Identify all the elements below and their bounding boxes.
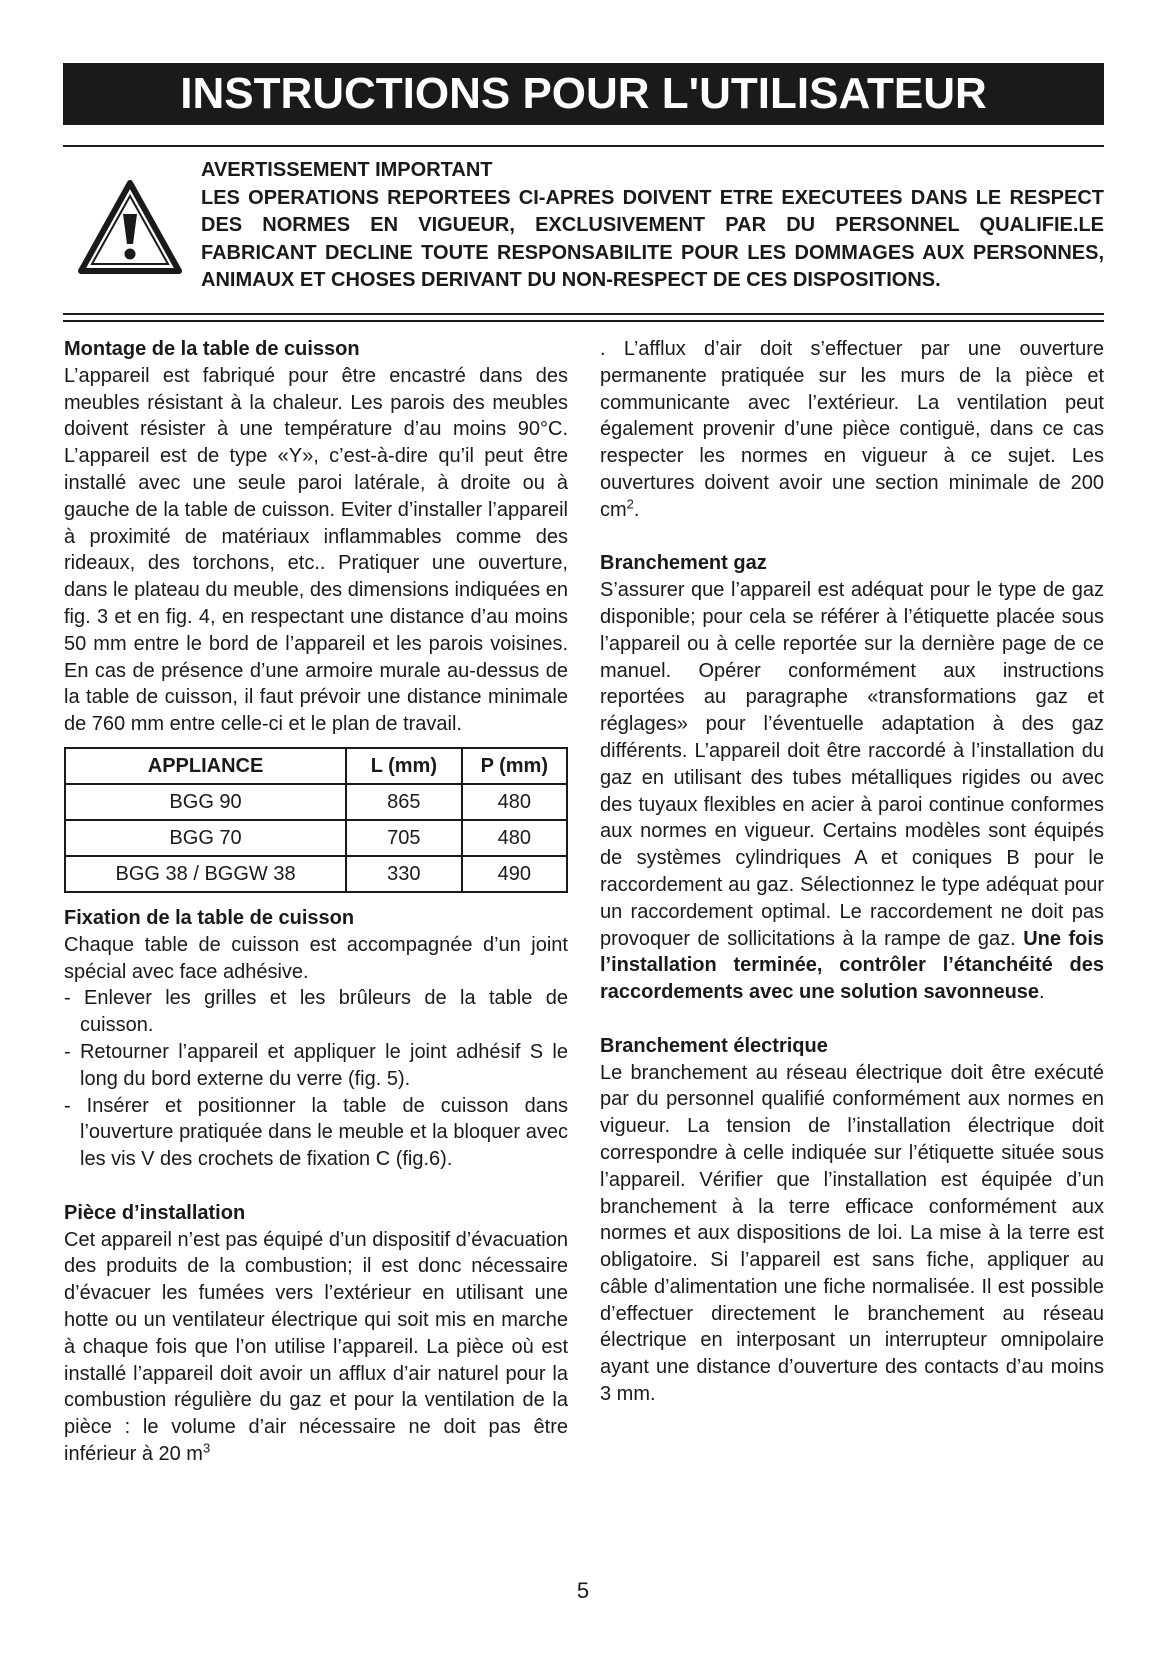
- list-item: - Insérer et positionner la table de cuisson dans l’ouverture pratiquée dans le meuble et la bloquer avec les vis V des crochets de fixation C (fig.6).: [64, 1094, 568, 1171]
- table-cell: 705: [346, 820, 461, 856]
- table-row: [65, 820, 567, 856]
- piece-heading: Pièce d’installation: [64, 1201, 246, 1224]
- warning-divider-bottom: [63, 320, 1104, 322]
- table-cell: BGG 38 / BGGW 38: [65, 856, 346, 892]
- list-item: - Enlever les grilles et les brûleurs de la table de cuisson.: [64, 987, 568, 1037]
- montage-text: L’appareil est fabriqué pour être encastré dans des meubles résistant à la chaleur. Les parois des meubles doivent résister à une température d’au moins 90°C. L’appareil est de type «Y», c’est-à-dire qu’il peut être installé avec une seule paroi latérale, à droite ou à gauche de la table de cuisson. Eviter d’installer l’appareil à proximité de matériaux inflammables comme des rideaux, des torchons, etc.. Pratiquer une ouverture, dans le plateau du meuble, des dimensions indiquées en fig. 3 et en fig. 4, en respectant une distance d’au moins 50 mm entre le bord de l’appareil et les parois voisines. En cas de présence d’une armoire murale au-dessus de la table de cuisson, il faut prévoir une distance minimale de 760 mm entre celle-ci et le plan de travail.: [64, 364, 568, 736]
- gaz-heading: Branchement gaz: [600, 552, 767, 575]
- piece-text-b: . L’afflux d’air doit s’effectuer par une ouverture permanente pratiquée sur les murs de la pièce et communicante avec l’extérieur. La ventilation peut également provenir d’une pièce contiguë, dans ce cas respecter les normes en vigueur à ce sujet. Les ouvertures doivent avoir une section minimale de 200 $cm^2$.: [600, 338, 1104, 521]
- page-title: INSTRUCTIONS POUR L'UTILISATEUR: [63, 63, 1104, 125]
- electrique-heading: Branchement électrique: [600, 1034, 828, 1057]
- table-header-depth: P (mm): [462, 748, 567, 784]
- left-column: [64, 336, 568, 1468]
- electrique-text: Le branchement au réseau électrique doit être exécuté par du personnel qualifié conformément aux normes en vigueur. La tension de l’installation électrique doit correspondre à celle indiquée sur l’étiquette située sous l’appareil. Vérifier que l’installation est équipée d’un branchement à la terre efficace conformément aux normes et aux dispositions de loi. La mise à la terre est obligatoire. Si l’appareil est sans fiche, appliquer au câble d’alimentation une fiche normalisée. Il est possible d’effectuer directement le branchement au réseau électrique en interposant un interrupteur omnipolaire ayant une distance d’ouverture des contacts d’au moins 3 mm.: [600, 1061, 1104, 1406]
- table-cell: 330: [346, 856, 461, 892]
- dimensions-table: [64, 747, 568, 893]
- warning-triangle-icon: [78, 180, 182, 274]
- gaz-bold-note: Une fois l’installation terminée, contrôler l’étanchéité des raccordements avec une solution savonneuse: [600, 927, 1104, 1004]
- table-header-appliance: APPLIANCE: [65, 748, 346, 784]
- gaz-text: S’assurer que l’appareil est adéquat pour le type de gaz disponible; pour cela se référer à l’étiquette placée sous l’appareil ou à celle reportée sur la dernière page de ce manuel. Opérer conformément aux instructions reportées au paragraphe «transformations gaz et réglages» pour l’éventuelle adaptation à des gaz différents. L’appareil doit être raccordé à l’installation du gaz en utilisant des tubes métalliques rigides ou avec des tuyaux flexibles en acier à paroi continue conformes aux normes en vigueur. Certains modèles sont équipés de systèmes cylindriques A et coniques B pour le raccordement au gaz. Sélectionnez le type adéquat pour un raccordement optimal. Le raccordement ne doit pas provoquer de sollicitations à la rampe de gaz. Une fois l’installation terminée, contrôler l’étanchéité des raccordements avec une solution savonneuse.: [600, 579, 1104, 1004]
- table-header-row: [65, 748, 567, 784]
- table-cell: BGG 70: [65, 820, 346, 856]
- list-item: - Retourner l’appareil et appliquer le joint adhésif S le long du bord externe du verre (fig. 5).: [64, 1040, 568, 1090]
- fixation-heading: Fixation de la table de cuisson: [64, 906, 355, 929]
- table-row: [65, 856, 567, 892]
- table-row: [65, 784, 567, 820]
- table-cell: 865: [346, 784, 461, 820]
- table-cell: 490: [462, 856, 567, 892]
- top-divider: [63, 145, 1104, 147]
- table-cell: BGG 90: [65, 784, 346, 820]
- warning-text: LES OPERATIONS REPORTEES CI-APRES DOIVENT ETRE EXECUTEES DANS LE RESPECT DES NORMES EN VIGUEUR, EXCLUSIVEMENT PAR DU PERSONNEL QUALIFIE.LE FABRICANT DECLINE TOUTE RESPONSABILITE POUR LES DOMMAGES AUX PERSONNES, ANIMAUX ET CHOSES DERIVANT DU NON-RESPECT DE CES DISPOSITIONS.: [201, 186, 1104, 291]
- table-cell: 480: [462, 784, 567, 820]
- warning-divider-top: [63, 313, 1104, 315]
- right-column: [600, 336, 1104, 1408]
- table-header-length: L (mm): [346, 748, 461, 784]
- warning-heading: AVERTISSEMENT IMPORTANT: [201, 159, 493, 181]
- superscript: 2: [626, 496, 634, 512]
- warning-block: [201, 157, 1104, 295]
- page-number: 5: [576, 1578, 590, 1603]
- montage-heading: Montage de la table de cuisson: [64, 338, 360, 360]
- table-cell: 480: [462, 820, 567, 856]
- piece-text-a: Cet appareil n’est pas équipé d’un dispositif d’évacuation des produits de la combustion; il est donc nécessaire d’évacuer les fumées vers l’extérieur en utilisant une hotte ou un ventilateur électrique qui soit mis en marche à chaque fois que l’on utilise l’appareil. La pièce où est installé l’appareil doit avoir un afflux d’air naturel pour la combustion régulière du gaz et pour la ventilation de la pièce : le volume d’air nécessaire ne doit pas être inférieur à 20 $m^3$: [64, 1228, 568, 1465]
- superscript: 3: [202, 1440, 211, 1456]
- fixation-intro: Chaque table de cuisson est accompagnée d’un joint spécial avec face adhésive.: [64, 933, 568, 983]
